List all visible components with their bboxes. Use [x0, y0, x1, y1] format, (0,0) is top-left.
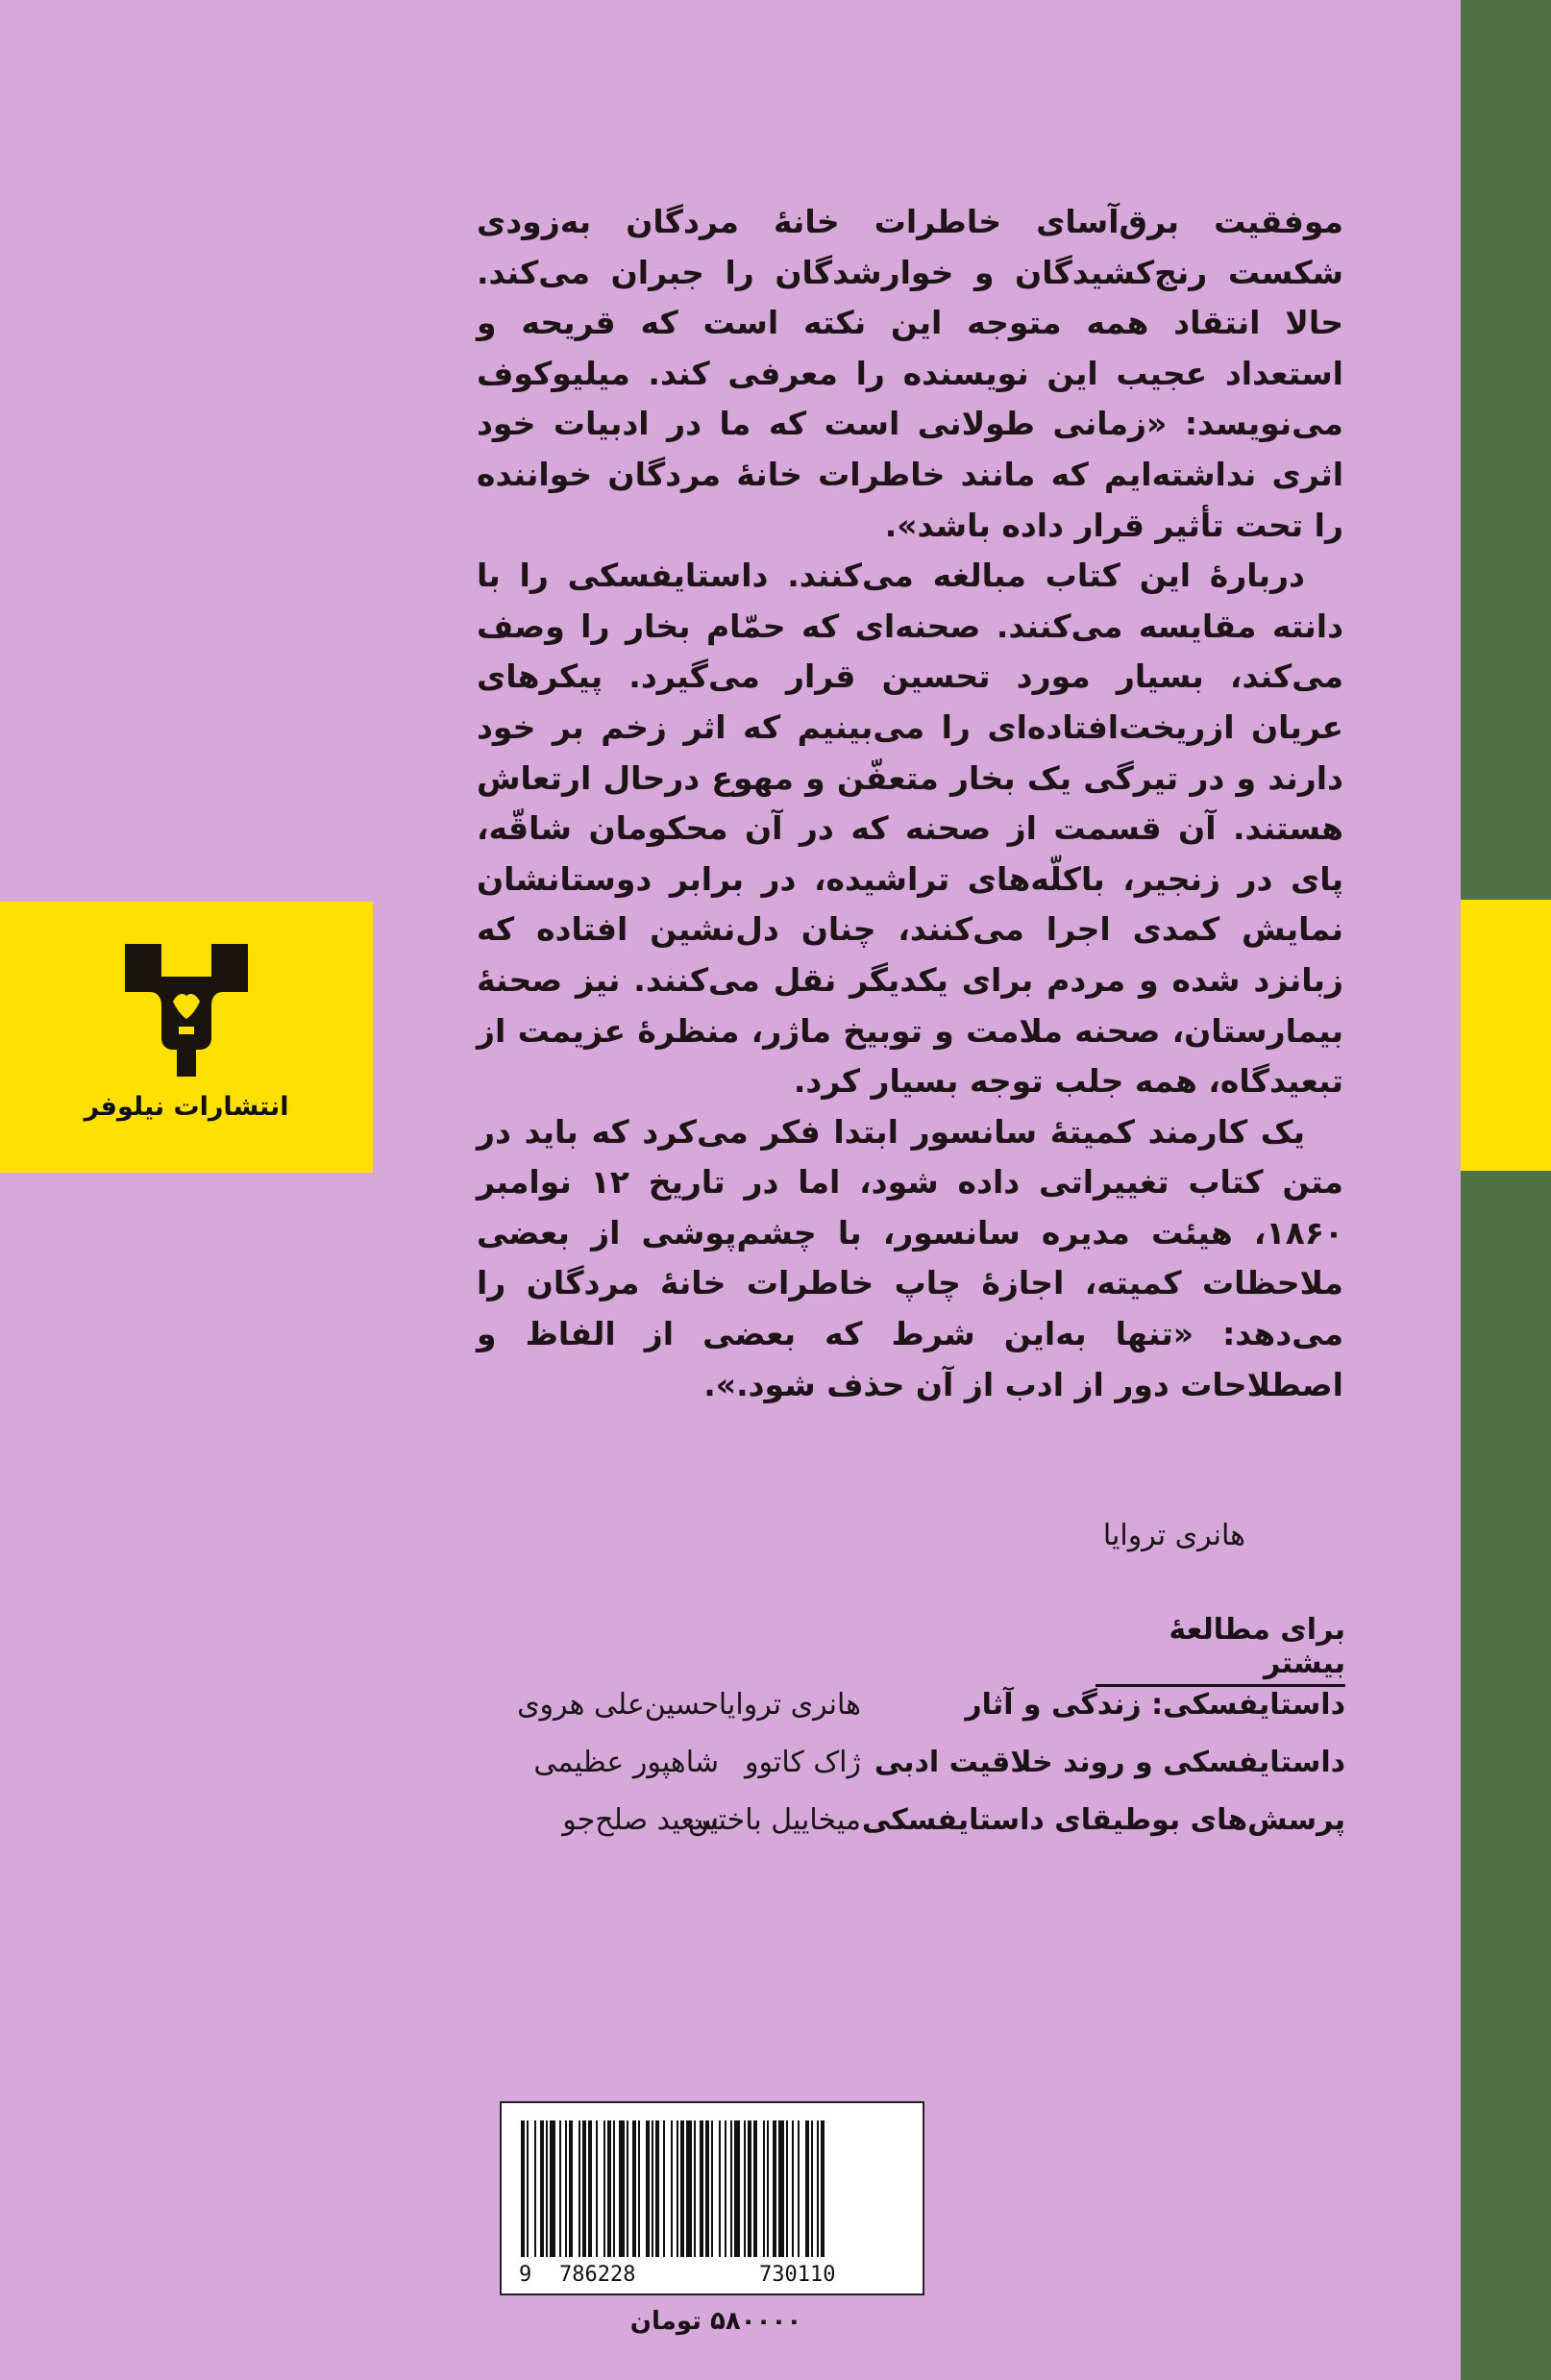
book-title: داستایفسکی: زندگی و آثار — [965, 1688, 1345, 1722]
back-cover-blurb — [477, 197, 1343, 1410]
book-author: ژاک کاتوو — [745, 1746, 861, 1779]
blurb-paragraph-3: یک کارمند کمیتهٔ سانسور ابتدا فکر می‌کرد که باید در متن کتاب تغییراتی داده شود، اما در تاریخ ۱۲ نوامبر ۱۸۶۰، هیئت مدیره سانسور، با چشم‌پوشی از بعضی ملاحظات کمیته، اجازهٔ چاپ خاطرات خانهٔ مردگان را می‌دهد: «تنها به‌این شرط که بعضی از الفاظ و اصطلاحات دور از ادب از آن حذف شود.». — [477, 1112, 1343, 1403]
isbn-barcode — [500, 2101, 924, 2295]
blurb-paragraph-1: موفقیت برق‌آسای خاطرات خانهٔ مردگان به‌زودی شکست رنج‌کشیدگان و خوارشدگان را جبران می‌کند. حالا انتقاد همه متوجه این نکته است که قریحه و استعداد عجیب این نویسنده را معرفی کند. میلیوکوف می‌نویسد: «زمانی طولانی است که ما در ادبیات خود اثری نداشته‌ایم که مانند خاطرات خانهٔ مردگان خواننده را تحت تأثیر قرار داده باشد». — [477, 203, 1343, 544]
further-reading-list — [240, 1688, 1345, 1861]
book-translator: حسین‌علی هروی — [517, 1688, 719, 1722]
barcode-bars — [515, 2120, 909, 2257]
spine — [1461, 0, 1551, 2380]
book-title: داستایفسکی و روند خلاقیت ادبی — [874, 1746, 1345, 1779]
list-item — [240, 1746, 1345, 1803]
further-reading-title: برای مطالعهٔ بیشتر — [1096, 1613, 1345, 1687]
book-author: میخاییل باختین — [687, 1803, 861, 1837]
list-item — [240, 1803, 1345, 1861]
lotus-logo-icon — [119, 938, 254, 1082]
price-label: ۵۸۰۰۰۰ تومان — [629, 2307, 802, 2336]
publisher-name: انتشارات نیلوفر — [84, 1092, 289, 1122]
barcode-digits-right: 730110 — [759, 2263, 836, 2287]
blurb-signature: هانری تروایا — [1102, 1519, 1245, 1552]
publisher-logo-box — [0, 902, 373, 1173]
book-title: پرسش‌های بوطیقای داستایفسکی — [861, 1803, 1345, 1837]
barcode-digits-prefix: 9 — [519, 2263, 532, 2287]
book-translator: شاهپور عظیمی — [533, 1746, 719, 1779]
list-item — [240, 1688, 1345, 1746]
book-author: هانری تروایا — [718, 1688, 861, 1722]
book-translator: سعید صلح‌جو — [562, 1803, 719, 1837]
spine-yellow-band — [1461, 900, 1551, 1171]
barcode-digits-left: 786228 — [559, 2263, 636, 2287]
blurb-paragraph-2: دربارهٔ این کتاب مبالغه می‌کنند. داستایفسکی را با دانته مقایسه می‌کنند. صحنه‌ای که حمّام بخار را وصف می‌کند، بسیار مورد تحسین قرار می‌گیرد. پیکرهای عریان ازریخت‌افتاده‌ای را می‌بینیم که اثر زخم بر خود دارند و در تیرگی یک بخار متعفّن و مهوع درحال ارتعاش هستند. آن قسمت از صحنه که در آن محکومان شاقّه، پای در زنجیر، باکلّه‌های تراشیده، در برابر دوستانشان نمایش کمدی اجرا می‌کنند، چنان دل‌نشین افتاده که زبانزد شده و مردم برای یکدیگر نقل می‌کنند. نیز صحنهٔ بیمارستان، صحنه ملامت و توبیخ ماژر، منظرهٔ عزیمت از تبعیدگاه، همه جلب توجه بسیار کرد. — [477, 557, 1343, 1101]
